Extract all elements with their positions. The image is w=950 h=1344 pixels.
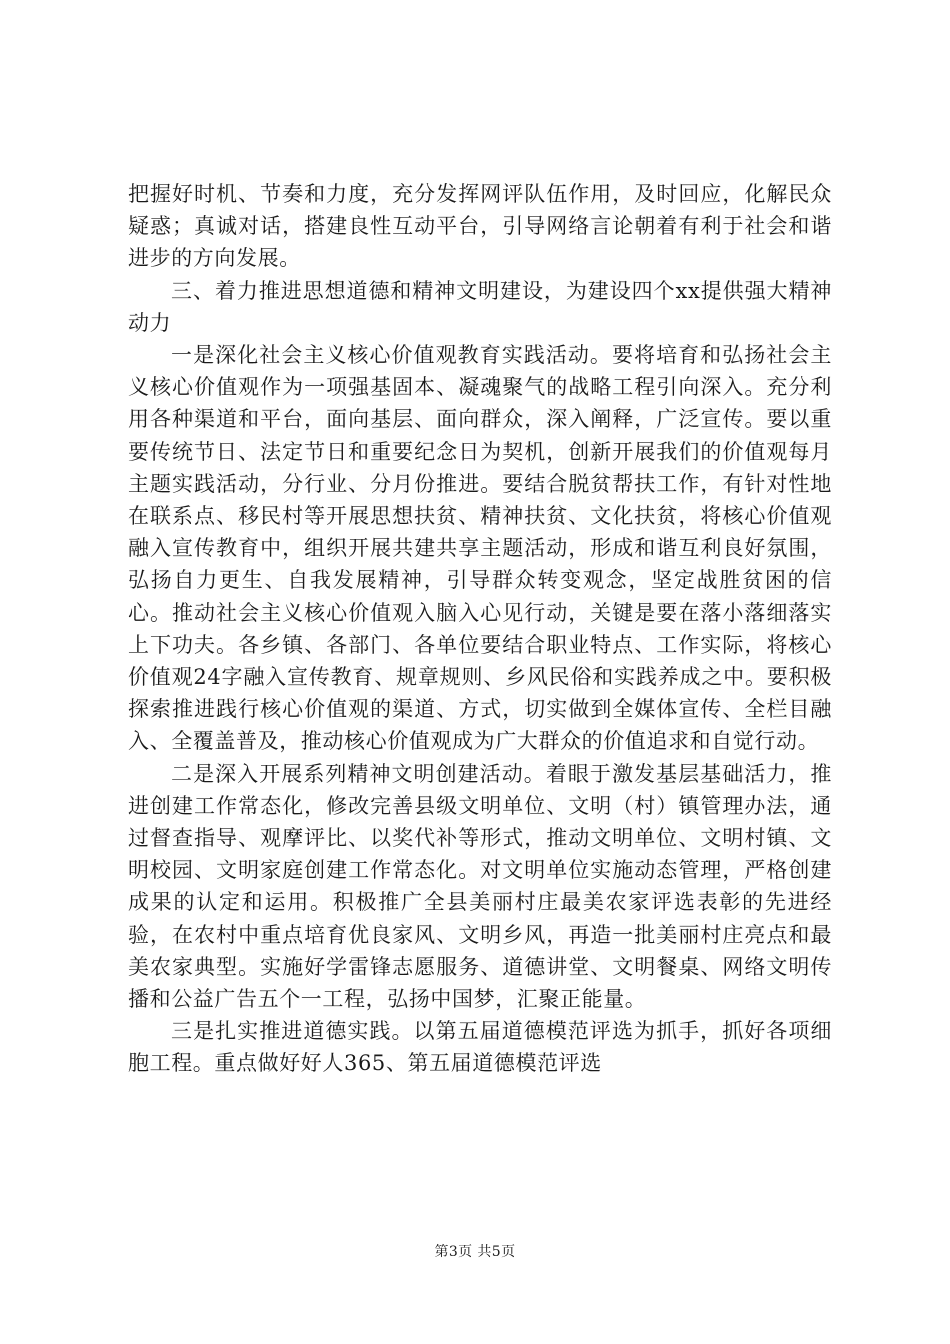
paragraph-civilization-creation: 二是深入开展系列精神文明创建活动。着眼于激发基层基础活力，推进创建工作常态化，修改完善县级文明单位、文明（村）镇管理办法，通过督查指导、观摩评比、以奖代补等形式，推动文明单位、文明村镇、文明校园、文明家庭创建工作常态化。对文明单位实施动态管理，严格创建成果的认定和运用。积极推广全县美丽村庄最美农家评选表彰的先进经验，在农村中重点培育优良家风、文明乡风，再造一批美丽村庄亮点和最美农家典型。实施好学雷锋志愿服务、道德讲堂、文明餐桌、网络文明传播和公益广告五个一工程，弘扬中国梦，汇聚正能量。 [128, 761, 832, 1012]
document-body [128, 178, 832, 1080]
paragraph-moral-practice: 三是扎实推进道德实践。以第五届道德模范评选为抓手，抓好各项细胞工程。重点做好好人365、第五届道德模范评选 [128, 1019, 832, 1076]
paragraph-core-values: 一是深化社会主义核心价值观教育实践活动。要将培育和弘扬社会主义核心价值观作为一项强基固本、凝魂聚气的战略工程引向深入。充分利用各种渠道和平台，面向基层、面向群众，深入阐释，广泛宣传。要以重要传统节日、法定节日和重要纪念日为契机，创新开展我们的价值观每月主题实践活动，分行业、分月份推进。要结合脱贫帮扶工作，有针对性地在联系点、移民村等开展思想扶贫、精神扶贫、文化扶贫，将核心价值观融入宣传教育中，组织开展共建共享主题活动，形成和谐互利良好氛围，弘扬自力更生、自我发展精神，引导群众转变观念，坚定战胜贫困的信心。推动社会主义核心价值观入脑入心见行动，关键是要在落小落细落实上下功夫。各乡镇、各部门、各单位要结合职业特点、工作实际，将核心价值观24字融入宣传教育、规章规则、乡风民俗和实践养成之中。要积极探索推进践行核心价值观的渠道、方式，切实做到全媒体宣传、全栏目融入、全覆盖普及，推动核心价值观成为广大群众的价值追求和自觉行动。 [128, 343, 832, 754]
paragraph-continuation: 把握好时机、节奏和力度，充分发挥网评队伍作用，及时回应，化解民众疑惑；真诚对话，搭建良性互动平台，引导网络言论朝着有利于社会和谐进步的方向发展。 [128, 182, 832, 271]
page-number-footer: 第3页 共5页 [434, 1244, 516, 1260]
section-heading: 三、着力推进思想道德和精神文明建设，为建设四个xx提供强大精神动力 [128, 278, 832, 335]
